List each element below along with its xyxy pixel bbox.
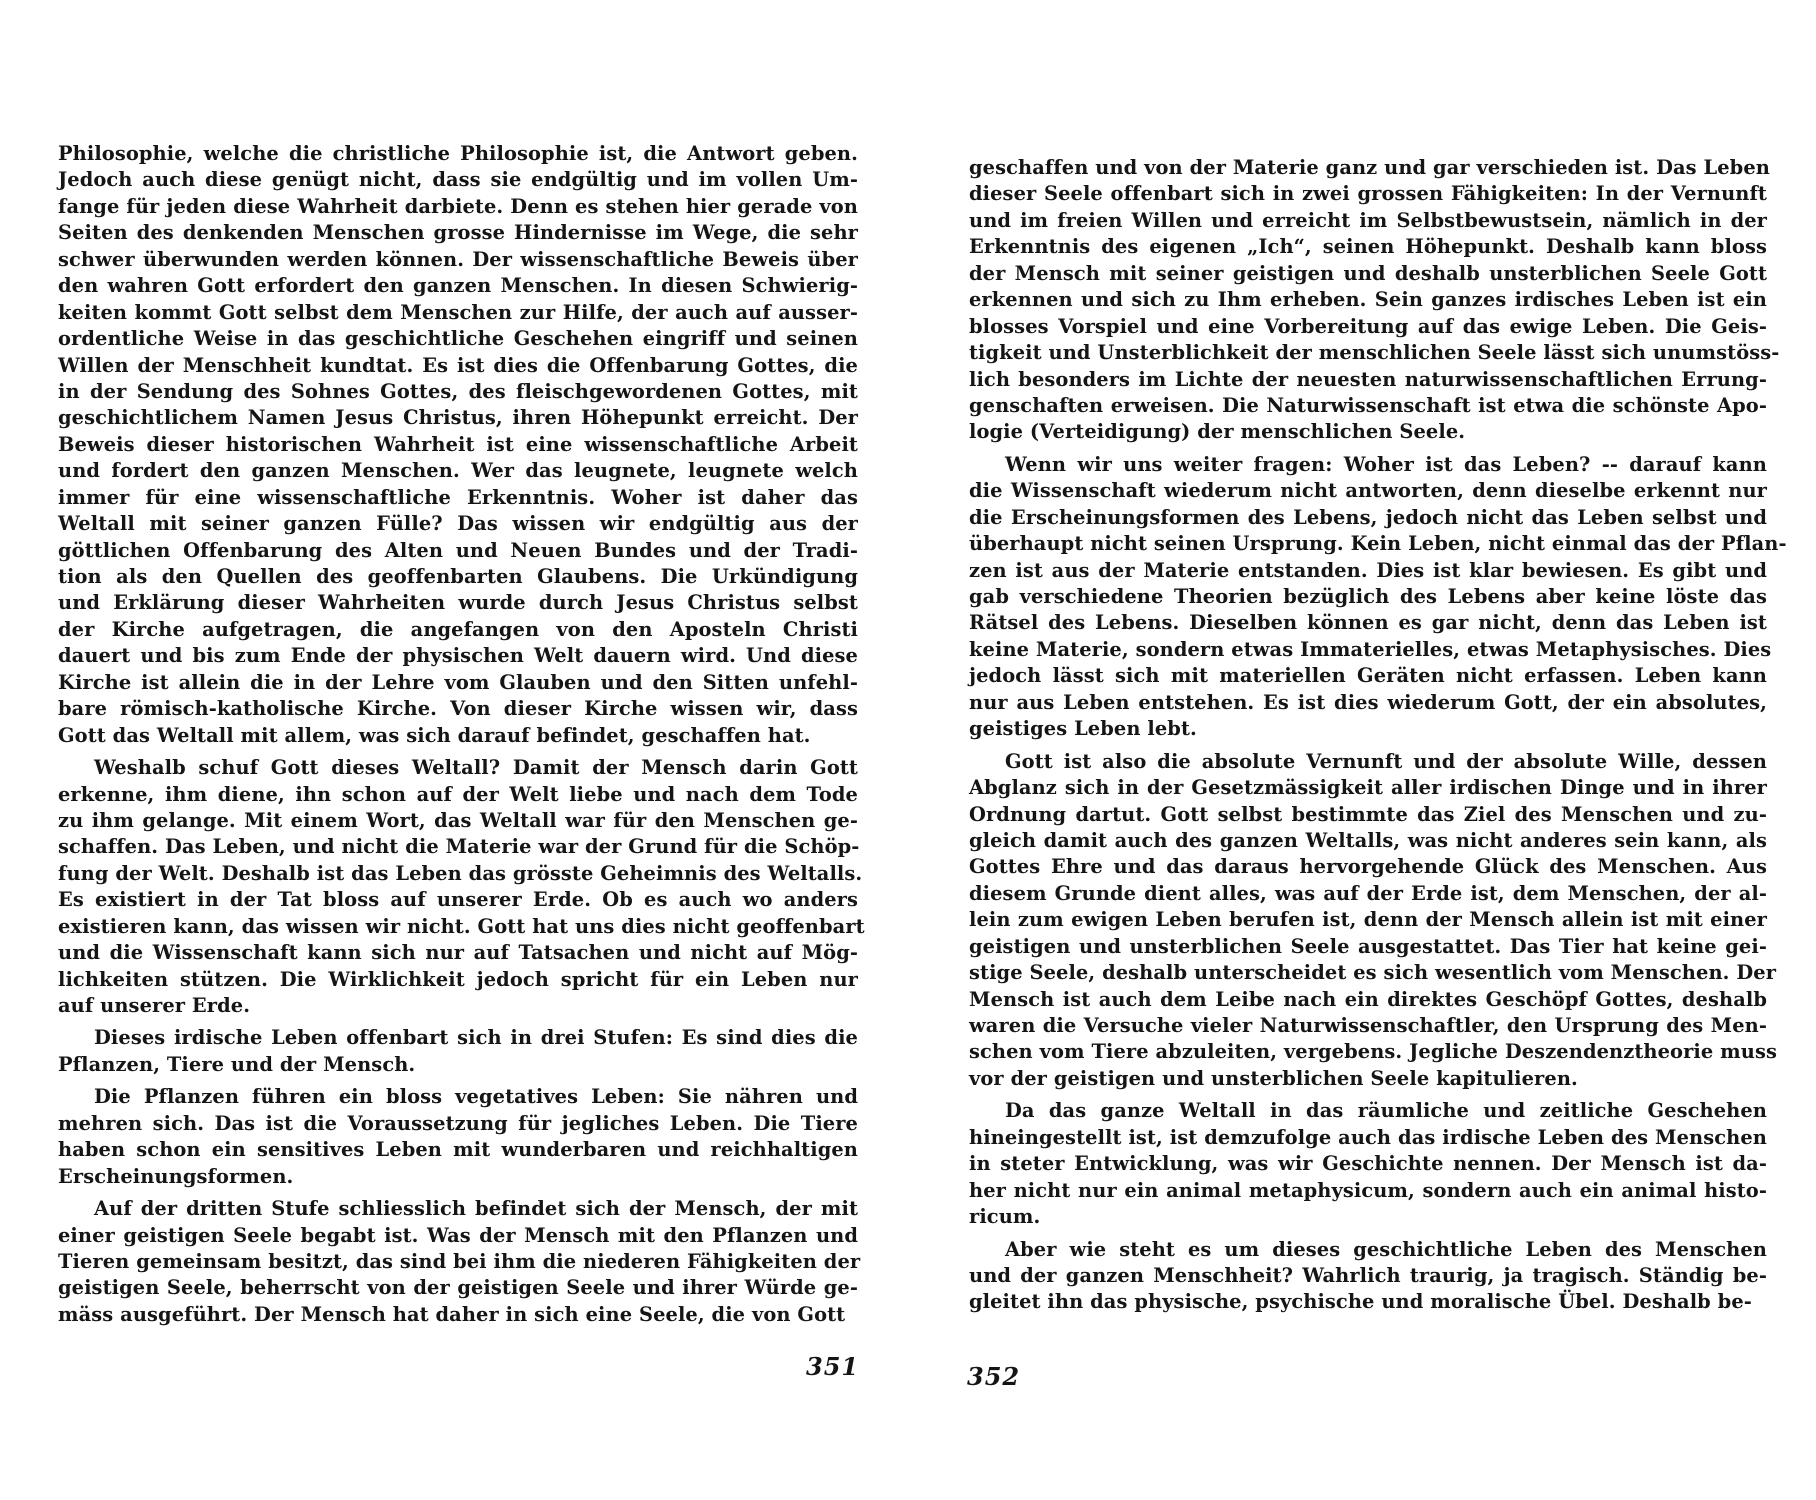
text-line: die Wissenschaft wiederum nicht antworten, denn dieselbe erkennt nur: [969, 479, 1767, 503]
text-line: Weltall mit seiner ganzen Fülle? Das wissen wir endgültig aus der: [58, 512, 858, 536]
text-line: vor der geistigen und unsterblichen Seele kapitulieren.: [969, 1066, 1578, 1090]
text-line: Mensch ist auch dem Leibe nach ein direktes Geschöpf Gottes, deshalb: [969, 987, 1767, 1011]
text-line: überhaupt nicht seinen Ursprung. Kein Leben, nicht einmal das der Pflan-: [969, 532, 1787, 556]
text-line: tigkeit und Unsterblichkeit der menschlichen Seele lässt sich unumstöss-: [969, 341, 1780, 365]
text-line: Seiten des denkenden Menschen grosse Hindernisse im Wege, die sehr: [58, 221, 858, 245]
text-line: Ordnung dartut. Gott selbst bestimmte das Ziel des Menschen und zu-: [969, 802, 1767, 826]
text-line: immer für eine wissenschaftliche Erkenntnis. Woher ist daher das: [58, 485, 858, 509]
text-line: göttlichen Offenbarung des Alten und Neuen Bundes und der Tradi-: [58, 538, 858, 562]
text-line: geistigen Seele, beherrscht von der geistigen Seele und ihrer Würde ge-: [58, 1276, 858, 1300]
text-line: erkennen und sich zu Ihm erheben. Sein ganzes irdisches Leben ist ein: [969, 288, 1767, 312]
text-line: diesem Grunde dient alles, was auf der Erde ist, dem Menschen, der al-: [969, 881, 1767, 905]
text-line: genschaften erweisen. Die Naturwissenschaft ist etwa die schönste Apo-: [969, 393, 1767, 417]
text-line: mäss ausgeführt. Der Mensch hat daher in sich eine Seele, die von Gott: [58, 1302, 846, 1326]
text-line: geschichtlichem Namen Jesus Christus, ihren Höhepunkt erreicht. Der: [58, 406, 858, 430]
text-line: tion als den Quellen des geoffenbarten Glaubens. Die Urkündigung: [58, 565, 858, 588]
text-line: Rätsel des Lebens. Dieselben können es gar nicht, denn das Leben ist: [969, 611, 1767, 635]
page-right: [969, 155, 1787, 1322]
text-line: schwer überwunden werden können. Der wissenschaftliche Beweis über: [58, 247, 858, 271]
text-line: her nicht nur ein animal metaphysicum, sondern auch ein animal histo-: [969, 1178, 1767, 1202]
text-line: fung der Welt. Deshalb ist das Leben das grösste Geheimnis des Weltalls.: [58, 861, 863, 885]
text-line: Gott ist also die absolute Vernunft und der absolute Wille, dessen: [1005, 749, 1767, 773]
text-line: haben schon ein sensitives Leben mit wunderbaren und reichhaltigen: [58, 1138, 858, 1162]
text-line: Beweis dieser historischen Wahrheit ist eine wissenschaftliche Arbeit: [58, 432, 858, 456]
text-line: Gottes Ehre und das daraus hervorgehende Glück des Menschen. Aus: [969, 855, 1767, 879]
text-line: hineingestellt ist, ist demzufolge auch das irdische Leben des Menschen: [969, 1125, 1767, 1149]
text-line: Dieses irdische Leben offenbart sich in drei Stufen: Es sind dies die: [94, 1026, 858, 1050]
paragraph: [58, 1084, 858, 1190]
text-line: zen ist aus der Materie entstanden. Dies ist klar bewiesen. Es gibt und: [969, 558, 1767, 582]
text-line: Tieren gemeinsam besitzt, das sind bei ihm die niederen Fähigkeiten der: [58, 1249, 861, 1273]
text-line: Gott das Weltall mit allem, was sich darauf befindet, geschaffen hat.: [58, 723, 811, 747]
text-line: gab verschiedene Theorien bezüglich des Lebens aber keine löste das: [969, 585, 1767, 608]
text-line: zu ihm gelange. Mit einem Wort, das Weltall war für den Menschen ge-: [58, 808, 858, 832]
text-line: geistigen und unsterblichen Seele ausgestattet. Das Tier hat keine gei-: [969, 934, 1767, 958]
text-line: keiten kommt Gott selbst dem Menschen zur Hilfe, der auch auf ausser-: [58, 300, 858, 324]
text-line: gleich damit auch des ganzen Weltalls, was nicht anderes sein kann, als: [969, 828, 1767, 852]
text-line: keine Materie, sondern etwas Immaterielles, etwas Metaphysisches. Dies: [969, 637, 1772, 661]
text-line: Pflanzen, Tiere und der Mensch.: [58, 1052, 416, 1076]
text-line: einer geistigen Seele begabt ist. Was der Mensch mit den Pflanzen und: [58, 1223, 858, 1247]
text-line: und der ganzen Menschheit? Wahrlich traurig, ja tragisch. Ständig be-: [969, 1263, 1767, 1287]
text-line: geschaffen und von der Materie ganz und gar verschieden ist. Das Leben: [969, 156, 1770, 179]
page-left: [58, 141, 865, 1334]
text-line: Jedoch auch diese genügt nicht, dass sie endgültig und im vollen Um-: [58, 168, 858, 192]
text-line: fange für jeden diese Wahrheit darbiete. Denn es stehen hier gerade von: [58, 194, 858, 218]
text-line: der Mensch mit seiner geistigen und deshalb unsterblichen Seele Gott: [969, 261, 1767, 285]
paragraph: [969, 155, 1780, 446]
text-line: Philosophie, welche die christliche Philosophie ist, die Antwort geben.: [58, 142, 858, 165]
page-number-right: 352: [967, 1362, 1021, 1391]
text-line: nur aus Leben entstehen. Es ist dies wiederum Gott, der ein absolutes,: [969, 690, 1767, 714]
paragraph: [58, 1196, 861, 1328]
paragraph: [969, 1098, 1767, 1230]
text-line: Kirche ist allein die in der Lehre vom Glauben und den Sitten unfehl-: [58, 670, 858, 694]
page-number-left: 351: [806, 1352, 860, 1381]
text-line: lich besonders im Lichte der neuesten naturwissenschaftlichen Errung-: [969, 367, 1767, 391]
text-line: jedoch lässt sich mit materiellen Geräten nicht erfassen. Leben kann: [969, 664, 1767, 688]
paragraph: [969, 1237, 1767, 1316]
text-line: der Kirche aufgetragen, die angefangen von den Aposteln Christi: [58, 617, 858, 641]
text-line: logie (Verteidigung) der menschlichen Seele.: [969, 420, 1466, 444]
paragraph: [58, 1025, 858, 1078]
text-line: gleitet ihn das physische, psychische und moralische Übel. Deshalb be-: [969, 1290, 1752, 1314]
text-line: blosses Vorspiel und eine Vorbereitung auf das ewige Leben. Die Geis-: [969, 314, 1767, 338]
text-line: bare römisch-katholische Kirche. Von dieser Kirche wissen wir, dass: [58, 697, 858, 721]
text-line: mehren sich. Das ist die Voraussetzung für jegliches Leben. Die Tiere: [58, 1111, 858, 1135]
text-line: waren die Versuche vieler Naturwissenschaftler, den Ursprung des Men-: [969, 1014, 1767, 1037]
text-line: die Erscheinungsformen des Lebens, jedoch nicht das Leben selbst und: [969, 505, 1767, 529]
text-line: existieren kann, das wissen wir nicht. Gott hat uns dies nicht geoffenbart: [58, 914, 865, 938]
text-line: den wahren Gott erfordert den ganzen Menschen. In diesen Schwierig-: [58, 274, 858, 298]
paragraph: [58, 141, 858, 749]
text-line: erkenne, ihm diene, ihn schon auf der Welt liebe und nach dem Tode: [58, 782, 858, 806]
text-line: Es existiert in der Tat bloss auf unserer Erde. Ob es auch wo anders: [58, 888, 858, 912]
text-line: in steter Entwicklung, was wir Geschichte nennen. Der Mensch ist da-: [969, 1152, 1767, 1176]
text-line: Wenn wir uns weiter fragen: Woher ist das Leben? -- darauf kann: [1005, 452, 1767, 476]
paragraph: [58, 755, 865, 1019]
text-line: und fordert den ganzen Menschen. Wer das leugnete, leugnete welch: [58, 459, 858, 483]
paragraph: [969, 749, 1777, 1093]
text-line: geistiges Leben lebt.: [969, 717, 1197, 741]
text-line: und die Wissenschaft kann sich nur auf Tatsachen und nicht auf Mög-: [58, 941, 858, 965]
text-line: schaffen. Das Leben, und nicht die Materie war der Grund für die Schöp-: [58, 835, 860, 859]
text-line: Weshalb schuf Gott dieses Weltall? Damit der Mensch darin Gott: [94, 756, 858, 780]
text-line: Aber wie steht es um dieses geschichtliche Leben des Menschen: [1005, 1237, 1767, 1261]
text-line: Die Pflanzen führen ein bloss vegetatives Leben: Sie nähren und: [94, 1085, 858, 1109]
text-line: schen vom Tiere abzuleiten, vergebens. Jegliche Deszendenztheorie muss: [969, 1040, 1777, 1064]
text-line: lichkeiten stützen. Die Wirklichkeit jedoch spricht für ein Leben nur: [58, 967, 858, 991]
text-line: in der Sendung des Sohnes Gottes, des fleischgewordenen Gottes, mit: [58, 379, 858, 403]
text-line: lein zum ewigen Leben berufen ist, denn der Mensch allein ist mit einer: [969, 908, 1767, 932]
text-line: Erkenntnis des eigenen „Ich“, seinen Höhepunkt. Deshalb kann bloss: [969, 235, 1767, 259]
text-line: Willen der Menschheit kundtat. Es ist dies die Offenbarung Gottes, die: [58, 353, 858, 377]
text-line: und Erklärung dieser Wahrheiten wurde durch Jesus Christus selbst: [58, 591, 858, 615]
text-line: ricum.: [969, 1205, 1041, 1229]
text-line: ordentliche Weise in das geschichtliche Geschehen eingriff und seinen: [58, 327, 858, 351]
text-line: dauert und bis zum Ende der physischen Welt dauern wird. Und diese: [58, 644, 858, 668]
text-line: auf unserer Erde.: [58, 994, 251, 1017]
text-line: dieser Seele offenbart sich in zwei grossen Fähigkeiten: In der Vernunft: [969, 182, 1767, 206]
paragraph: [969, 452, 1787, 743]
text-line: stige Seele, deshalb unterscheidet es sich wesentlich vom Menschen. Der: [969, 961, 1777, 985]
text-line: Abglanz sich in der Gesetzmässigkeit aller irdischen Dinge und in ihrer: [969, 776, 1767, 800]
text-line: Erscheinungsformen.: [58, 1164, 294, 1188]
text-line: Da das ganze Weltall in das räumliche und zeitliche Geschehen: [1005, 1099, 1767, 1123]
text-line: und im freien Willen und erreicht im Selbstbewustsein, nämlich in der: [969, 208, 1767, 232]
text-line: Auf der dritten Stufe schliesslich befindet sich der Mensch, der mit: [94, 1197, 858, 1221]
